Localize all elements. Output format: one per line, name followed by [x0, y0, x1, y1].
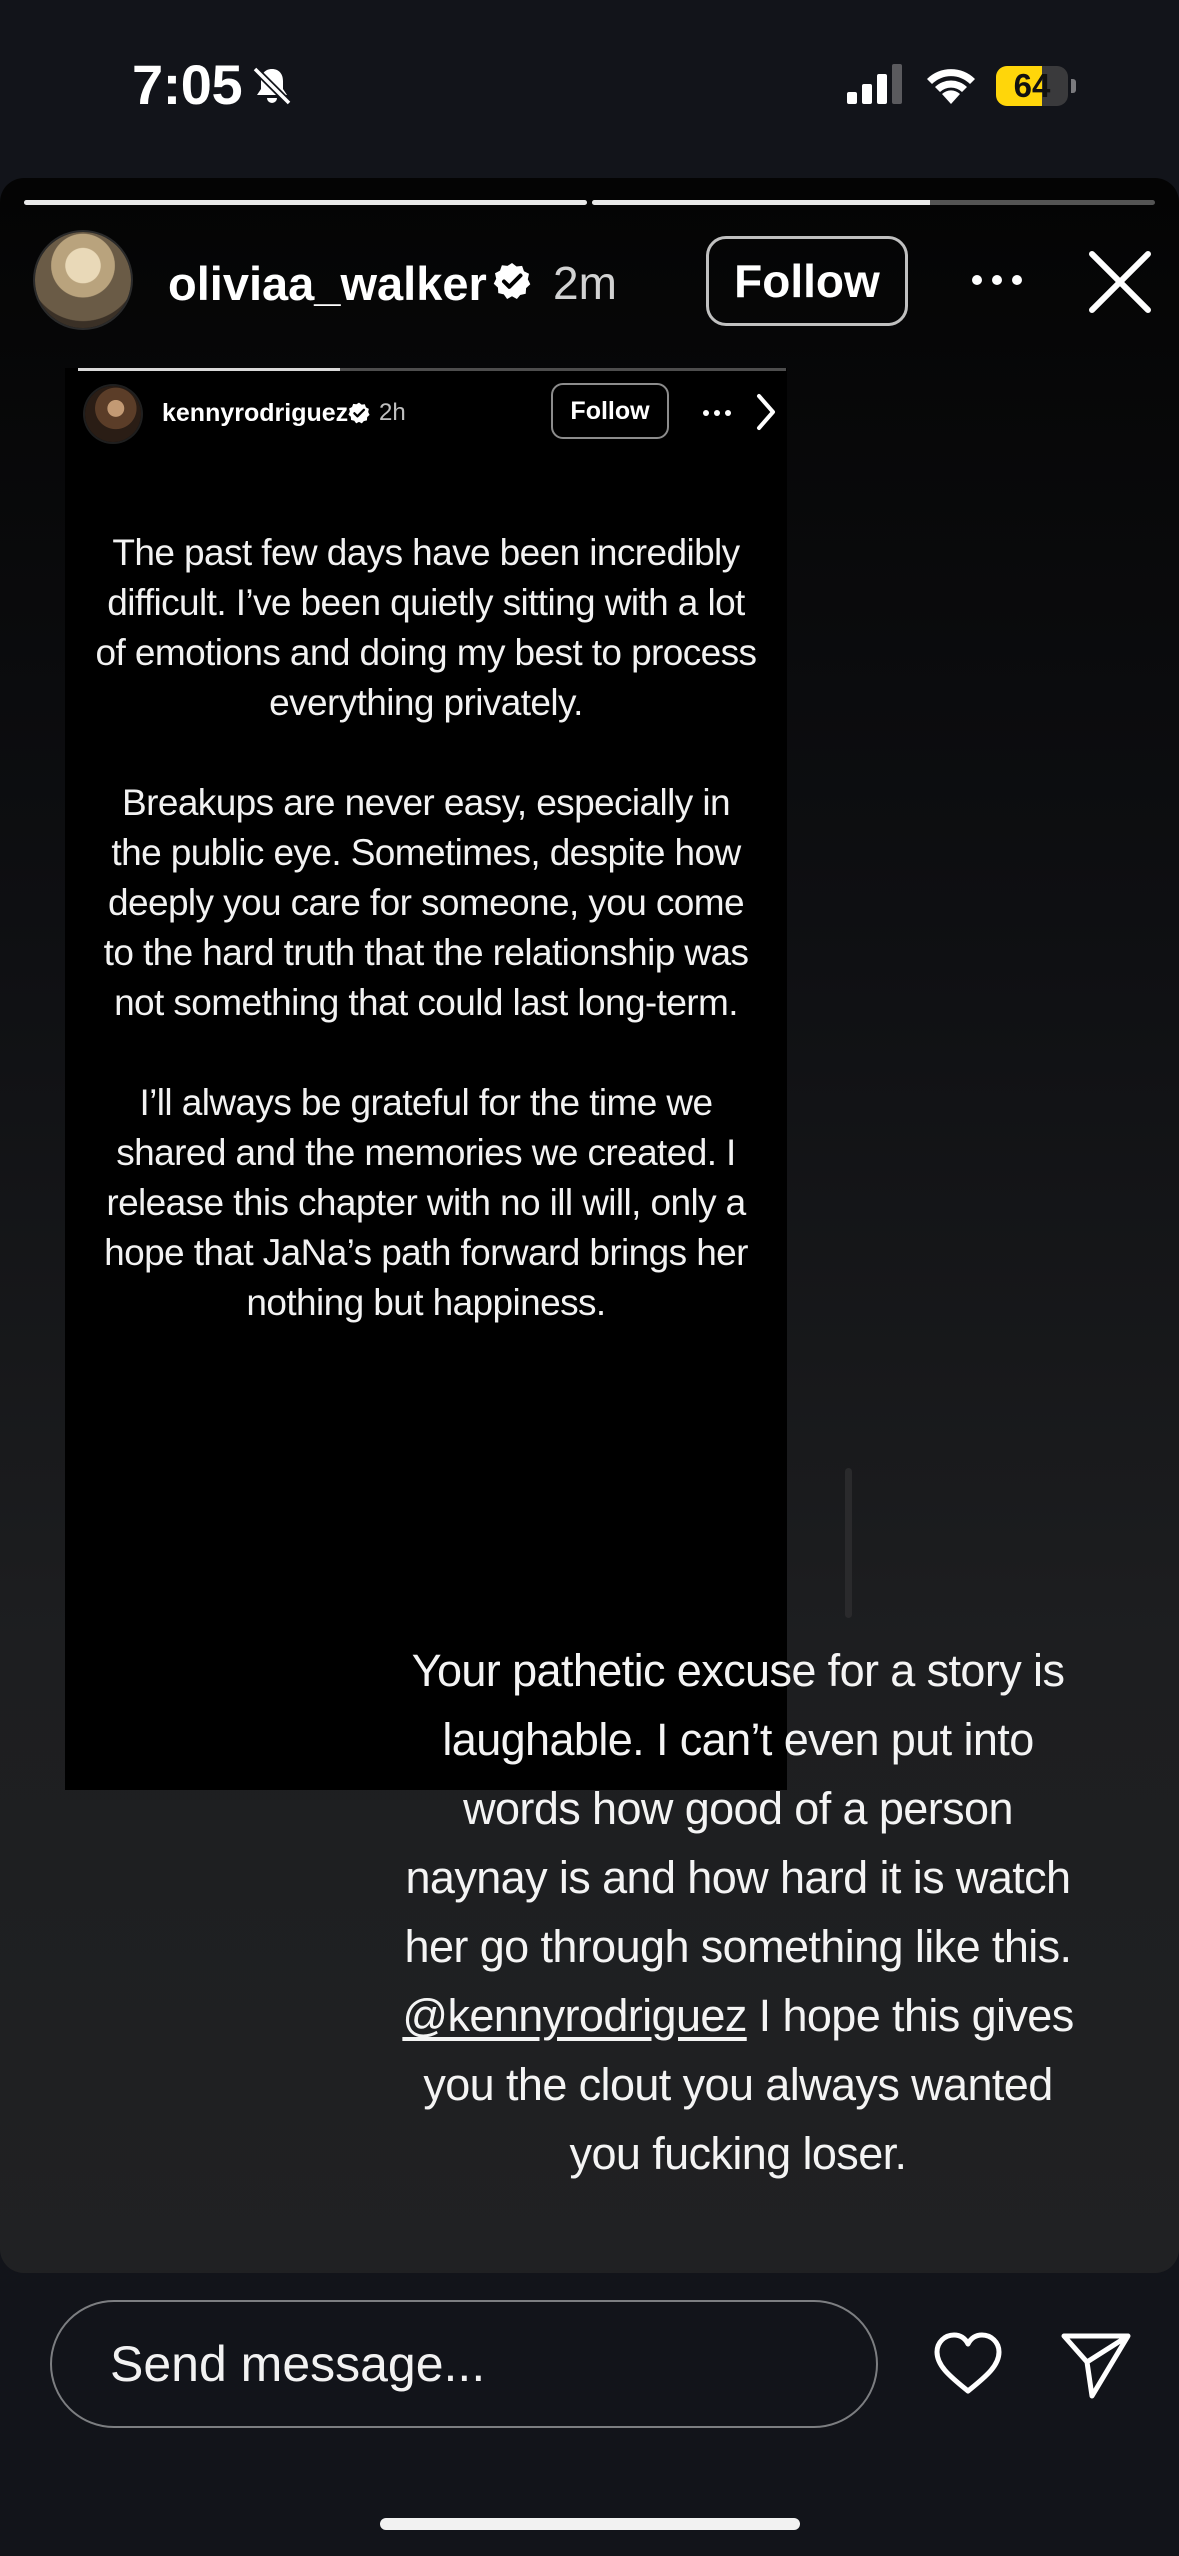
- embedded-verified-badge-icon: [348, 402, 370, 424]
- embedded-more-options-icon: [697, 398, 737, 428]
- embedded-time-ago: 2h: [379, 399, 406, 426]
- bell-slash-icon: [250, 64, 294, 108]
- embedded-paragraph-2: Breakups are never easy, especially in the public eye. Sometimes, despite how deeply you care for someone, you come to the hard truth that the relationship was not something that could last long-term.: [103, 782, 749, 1023]
- send-message-input[interactable]: [50, 2300, 878, 2428]
- more-options-icon[interactable]: [962, 250, 1032, 310]
- follow-button[interactable]: Follow: [706, 236, 908, 326]
- caption-text-after: I hope this gives you the clout you always wanted you fucking loser.: [423, 1990, 1074, 2179]
- avatar[interactable]: [35, 232, 131, 328]
- story-username[interactable]: oliviaa_walker: [168, 257, 487, 310]
- home-indicator[interactable]: [380, 2518, 800, 2530]
- story-viewer[interactable]: [0, 178, 1179, 2273]
- embedded-scroll-edge: [845, 1468, 852, 1618]
- close-icon[interactable]: [1082, 244, 1158, 320]
- heart-icon[interactable]: [930, 2327, 1006, 2403]
- story-progress-segment-1: [24, 200, 587, 205]
- send-icon[interactable]: [1058, 2326, 1134, 2402]
- embedded-story-card[interactable]: [65, 368, 787, 1790]
- cellular-signal-icon: [845, 62, 903, 106]
- embedded-paragraph-1: The past few days have been incredibly difficult. I’ve been quietly sitting with a lot of emotions and doing my best to process everything privately.: [95, 532, 757, 723]
- embedded-progress-bar: [78, 368, 786, 371]
- embedded-paragraph-3: I’ll always be grateful for the time we shared and the memories we created. I release this chapter with no ill will, only a hope that JaNa’s path forward brings her nothing but happiness.: [104, 1082, 748, 1323]
- story-header: [0, 230, 1179, 340]
- story-caption: [393, 1636, 1083, 2188]
- chevron-right-icon: [753, 392, 779, 432]
- verified-badge-icon: [493, 262, 531, 300]
- status-time: 7:05: [132, 53, 243, 116]
- wifi-icon: [922, 60, 980, 106]
- caption-text-before: Your pathetic excuse for a story is laughable. I can’t even put into words how good of a person naynay is and how hard it is watch her go through something like this.: [404, 1645, 1072, 1972]
- battery-percent: 64: [1013, 67, 1051, 104]
- embedded-avatar: [85, 386, 141, 442]
- story-progress-segment-2: [592, 200, 1155, 205]
- embedded-follow-button: Follow: [551, 383, 669, 439]
- embedded-post-text: [95, 528, 757, 1378]
- battery-icon: [996, 66, 1078, 106]
- mention-link[interactable]: @kennyrodriguez: [402, 1990, 747, 2041]
- status-bar: [0, 0, 1179, 175]
- story-time-ago: 2m: [553, 257, 617, 309]
- embedded-username: kennyrodriguez: [162, 399, 349, 427]
